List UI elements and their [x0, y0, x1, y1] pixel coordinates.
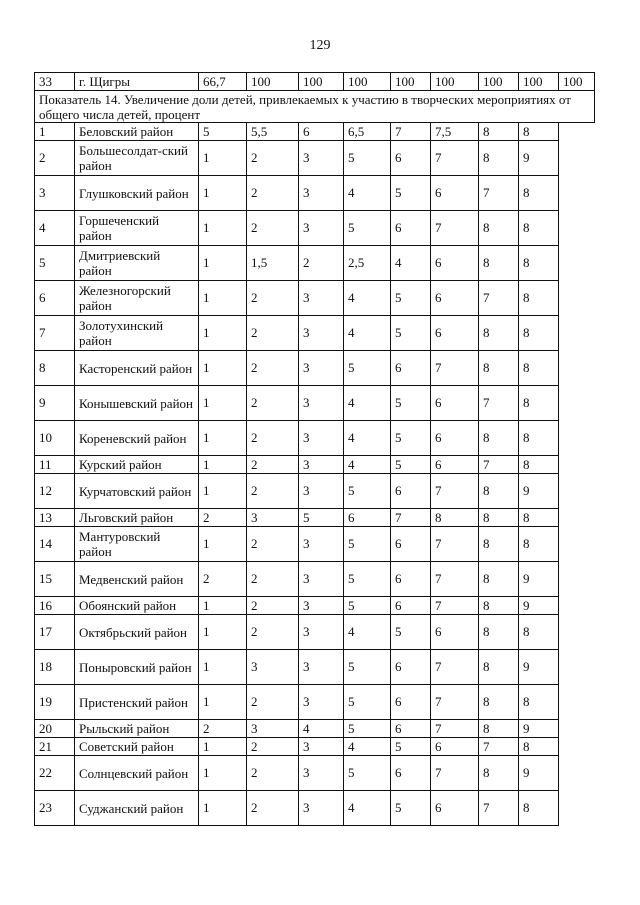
- value-cell: 1: [199, 456, 247, 474]
- value-cell: 4: [344, 615, 391, 650]
- value-cell: 7: [479, 386, 519, 421]
- value-cell: 3: [247, 650, 299, 685]
- district-name-cell: Железногорский район: [75, 281, 199, 316]
- value-cell: 8: [479, 720, 519, 738]
- value-cell: 1: [199, 211, 247, 246]
- value-cell: 6: [391, 756, 431, 791]
- row-number-cell: 20: [35, 720, 75, 738]
- value-cell: 7: [431, 562, 479, 597]
- value-cell: 6: [431, 246, 479, 281]
- value-cell: 5: [344, 527, 391, 562]
- value-cell: 2: [247, 756, 299, 791]
- value-cell: 5: [344, 756, 391, 791]
- empty-cell: [559, 615, 595, 650]
- value-cell: 2: [247, 386, 299, 421]
- value-cell: 100: [247, 73, 299, 91]
- value-cell: 2: [247, 351, 299, 386]
- value-cell: 6: [344, 509, 391, 527]
- value-cell: 8: [479, 211, 519, 246]
- table-row: [35, 650, 595, 685]
- table-row: [35, 456, 595, 474]
- value-cell: 6: [431, 738, 479, 756]
- value-cell: 6: [391, 527, 431, 562]
- empty-cell: [559, 562, 595, 597]
- table-row: [35, 509, 595, 527]
- empty-cell: [559, 421, 595, 456]
- value-cell: 5: [391, 738, 431, 756]
- value-cell: 7: [431, 685, 479, 720]
- value-cell: 6: [391, 474, 431, 509]
- value-cell: 4: [344, 421, 391, 456]
- value-cell: 7: [431, 720, 479, 738]
- empty-cell: [559, 527, 595, 562]
- value-cell: 8: [519, 615, 559, 650]
- row-number-cell: 1: [35, 123, 75, 141]
- empty-cell: [559, 597, 595, 615]
- table-row: [35, 474, 595, 509]
- value-cell: 9: [519, 720, 559, 738]
- district-name-cell: Пристенский район: [75, 685, 199, 720]
- value-cell: 2: [247, 281, 299, 316]
- row-number-cell: 11: [35, 456, 75, 474]
- value-cell: 5: [391, 615, 431, 650]
- empty-cell: [559, 456, 595, 474]
- value-cell: 2: [247, 685, 299, 720]
- page-number: 129: [309, 38, 331, 53]
- value-cell: 8: [479, 351, 519, 386]
- value-cell: 1: [199, 791, 247, 826]
- value-cell: 5: [344, 650, 391, 685]
- row-number-cell: 7: [35, 316, 75, 351]
- row-number-cell: 13: [35, 509, 75, 527]
- value-cell: 6,5: [344, 123, 391, 141]
- value-cell: 4: [344, 386, 391, 421]
- value-cell: 6: [391, 211, 431, 246]
- value-cell: 3: [247, 509, 299, 527]
- value-cell: 3: [299, 316, 344, 351]
- row-number-cell: 15: [35, 562, 75, 597]
- value-cell: 5: [344, 562, 391, 597]
- value-cell: 3: [299, 176, 344, 211]
- value-cell: 8: [479, 756, 519, 791]
- table-row: [35, 211, 595, 246]
- value-cell: 1: [199, 474, 247, 509]
- table-row: [35, 685, 595, 720]
- value-cell: 100: [391, 73, 431, 91]
- value-cell: 5: [391, 176, 431, 211]
- value-cell: 7: [431, 597, 479, 615]
- value-cell: 8: [479, 316, 519, 351]
- district-name-cell: Дмитриевский район: [75, 246, 199, 281]
- value-cell: 2: [247, 527, 299, 562]
- value-cell: 3: [299, 351, 344, 386]
- value-cell: 8: [431, 509, 479, 527]
- value-cell: 6: [431, 456, 479, 474]
- row-number-cell: 5: [35, 246, 75, 281]
- table-row: [35, 73, 595, 91]
- value-cell: 1,5: [247, 246, 299, 281]
- value-cell: 7: [431, 474, 479, 509]
- value-cell: 6: [391, 597, 431, 615]
- value-cell: 8: [519, 421, 559, 456]
- table-row: [35, 756, 595, 791]
- value-cell: 9: [519, 474, 559, 509]
- value-cell: 4: [344, 176, 391, 211]
- value-cell: 7: [431, 351, 479, 386]
- value-cell: 3: [299, 597, 344, 615]
- value-cell: 7: [479, 791, 519, 826]
- value-cell: 4: [344, 456, 391, 474]
- district-name-cell: Курский район: [75, 456, 199, 474]
- row-number-cell: 14: [35, 527, 75, 562]
- value-cell: 7,5: [431, 123, 479, 141]
- table-row: [35, 246, 595, 281]
- table-row: [35, 123, 595, 141]
- value-cell: 1: [199, 141, 247, 176]
- empty-cell: [559, 685, 595, 720]
- value-cell: 6: [391, 141, 431, 176]
- table-row: [35, 351, 595, 386]
- row-number-cell: 17: [35, 615, 75, 650]
- value-cell: 7: [431, 650, 479, 685]
- value-cell: 4: [344, 281, 391, 316]
- district-name-cell: Касторенский район: [75, 351, 199, 386]
- value-cell: 100: [519, 73, 559, 91]
- value-cell: 4: [391, 246, 431, 281]
- value-cell: 8: [519, 527, 559, 562]
- row-number-cell: 18: [35, 650, 75, 685]
- row-number-cell: 6: [35, 281, 75, 316]
- value-cell: 8: [519, 123, 559, 141]
- value-cell: 3: [299, 685, 344, 720]
- value-cell: 3: [299, 650, 344, 685]
- value-cell: 3: [299, 527, 344, 562]
- value-cell: 8: [519, 281, 559, 316]
- row-number-cell: 12: [35, 474, 75, 509]
- district-name-cell: Рыльский район: [75, 720, 199, 738]
- table-row: [35, 527, 595, 562]
- empty-cell: [559, 123, 595, 141]
- empty-cell: [559, 720, 595, 738]
- value-cell: 6: [299, 123, 344, 141]
- value-cell: 100: [344, 73, 391, 91]
- empty-cell: [559, 386, 595, 421]
- value-cell: 9: [519, 141, 559, 176]
- table-row: [35, 738, 595, 756]
- value-cell: 7: [479, 176, 519, 211]
- district-name-cell: Большесолдат-ский район: [75, 141, 199, 176]
- value-cell: 8: [479, 246, 519, 281]
- value-cell: 6: [431, 791, 479, 826]
- row-number-cell: 3: [35, 176, 75, 211]
- row-number-cell: 16: [35, 597, 75, 615]
- row-number-cell: 23: [35, 791, 75, 826]
- indicator-table: [34, 72, 595, 826]
- row-number-cell: 10: [35, 421, 75, 456]
- value-cell: 3: [299, 211, 344, 246]
- value-cell: 8: [519, 246, 559, 281]
- value-cell: 2: [247, 615, 299, 650]
- value-cell: 4: [344, 791, 391, 826]
- value-cell: 5,5: [247, 123, 299, 141]
- table-row: [35, 281, 595, 316]
- value-cell: 1: [199, 650, 247, 685]
- value-cell: 8: [519, 685, 559, 720]
- value-cell: 8: [479, 685, 519, 720]
- district-name-cell: Суджанский район: [75, 791, 199, 826]
- table-row: [35, 720, 595, 738]
- value-cell: 2: [247, 141, 299, 176]
- value-cell: 6: [431, 176, 479, 211]
- value-cell: 3: [299, 281, 344, 316]
- value-cell: 2,5: [344, 246, 391, 281]
- value-cell: 2: [199, 562, 247, 597]
- table-row: [35, 386, 595, 421]
- district-name-cell: Обоянский район: [75, 597, 199, 615]
- empty-cell: [559, 141, 595, 176]
- value-cell: 2: [299, 246, 344, 281]
- empty-cell: [559, 176, 595, 211]
- value-cell: 1: [199, 281, 247, 316]
- value-cell: 1: [199, 685, 247, 720]
- value-cell: 66,7: [199, 73, 247, 91]
- value-cell: 6: [391, 650, 431, 685]
- value-cell: 5: [344, 685, 391, 720]
- district-name-cell: Поныровский район: [75, 650, 199, 685]
- value-cell: 6: [391, 720, 431, 738]
- value-cell: 8: [519, 211, 559, 246]
- value-cell: 3: [299, 562, 344, 597]
- value-cell: 2: [247, 738, 299, 756]
- value-cell: 7: [479, 456, 519, 474]
- empty-cell: [559, 791, 595, 826]
- empty-cell: [559, 738, 595, 756]
- value-cell: 7: [431, 756, 479, 791]
- value-cell: 8: [479, 562, 519, 597]
- value-cell: 4: [299, 720, 344, 738]
- row-number-cell: 21: [35, 738, 75, 756]
- table-row: [35, 562, 595, 597]
- district-name-cell: Конышевский район: [75, 386, 199, 421]
- value-cell: 3: [299, 141, 344, 176]
- value-cell: 3: [299, 756, 344, 791]
- table-row: [35, 421, 595, 456]
- value-cell: 9: [519, 650, 559, 685]
- value-cell: 7: [391, 123, 431, 141]
- value-cell: 8: [519, 509, 559, 527]
- value-cell: 1: [199, 738, 247, 756]
- value-cell: 8: [479, 141, 519, 176]
- value-cell: 8: [479, 509, 519, 527]
- value-cell: 5: [344, 597, 391, 615]
- value-cell: 6: [391, 685, 431, 720]
- value-cell: 5: [199, 123, 247, 141]
- empty-cell: [559, 509, 595, 527]
- value-cell: 1: [199, 527, 247, 562]
- district-name-cell: Горшеченский район: [75, 211, 199, 246]
- empty-cell: [559, 316, 595, 351]
- table-row: [35, 141, 595, 176]
- district-name-cell: Беловский район: [75, 123, 199, 141]
- value-cell: 8: [519, 456, 559, 474]
- value-cell: 8: [519, 386, 559, 421]
- row-number-cell: 9: [35, 386, 75, 421]
- value-cell: 1: [199, 386, 247, 421]
- empty-cell: [559, 351, 595, 386]
- row-number-cell: 19: [35, 685, 75, 720]
- empty-cell: [559, 281, 595, 316]
- district-name-cell: Мантуровский район: [75, 527, 199, 562]
- value-cell: 8: [479, 123, 519, 141]
- value-cell: 3: [247, 720, 299, 738]
- indicator-heading: Показатель 14. Увеличение доли детей, привлекаемых к участию в творческих мероприятиях от общего числа детей, процент: [35, 91, 595, 123]
- district-name-cell: Льговский район: [75, 509, 199, 527]
- value-cell: 100: [479, 73, 519, 91]
- value-cell: 2: [247, 421, 299, 456]
- value-cell: 5: [344, 474, 391, 509]
- value-cell: 6: [391, 351, 431, 386]
- table-row: [35, 597, 595, 615]
- value-cell: 2: [199, 720, 247, 738]
- district-name-cell: Курчатовский район: [75, 474, 199, 509]
- value-cell: 7: [431, 211, 479, 246]
- value-cell: 3: [299, 456, 344, 474]
- value-cell: 1: [199, 246, 247, 281]
- value-cell: 8: [479, 527, 519, 562]
- value-cell: 7: [479, 738, 519, 756]
- value-cell: 2: [247, 316, 299, 351]
- value-cell: 1: [199, 421, 247, 456]
- value-cell: 2: [247, 474, 299, 509]
- value-cell: 8: [519, 351, 559, 386]
- value-cell: 6: [431, 316, 479, 351]
- empty-cell: [559, 246, 595, 281]
- empty-cell: [559, 650, 595, 685]
- value-cell: 2: [247, 562, 299, 597]
- value-cell: 2: [247, 597, 299, 615]
- empty-cell: [559, 756, 595, 791]
- value-cell: 1: [199, 176, 247, 211]
- value-cell: 2: [247, 791, 299, 826]
- value-cell: 3: [299, 791, 344, 826]
- district-name-cell: Медвенский район: [75, 562, 199, 597]
- table-row: [35, 176, 595, 211]
- table-row: [35, 615, 595, 650]
- value-cell: 8: [479, 474, 519, 509]
- value-cell: 1: [199, 597, 247, 615]
- value-cell: 2: [199, 509, 247, 527]
- value-cell: 1: [199, 351, 247, 386]
- district-name-cell: Кореневский район: [75, 421, 199, 456]
- row-number-cell: 8: [35, 351, 75, 386]
- district-name-cell: г. Щигры: [75, 73, 199, 91]
- value-cell: 2: [247, 456, 299, 474]
- empty-cell: [559, 211, 595, 246]
- value-cell: 1: [199, 756, 247, 791]
- district-name-cell: Солнцевский район: [75, 756, 199, 791]
- value-cell: 5: [344, 720, 391, 738]
- row-number-cell: 22: [35, 756, 75, 791]
- value-cell: 1: [199, 615, 247, 650]
- value-cell: 2: [247, 211, 299, 246]
- value-cell: 5: [344, 211, 391, 246]
- value-cell: 6: [391, 562, 431, 597]
- value-cell: 8: [479, 650, 519, 685]
- indicator-heading-row: [35, 91, 595, 123]
- value-cell: 100: [559, 73, 595, 91]
- value-cell: 8: [479, 615, 519, 650]
- district-name-cell: Глушковский район: [75, 176, 199, 211]
- value-cell: 5: [391, 421, 431, 456]
- value-cell: 7: [431, 527, 479, 562]
- value-cell: 3: [299, 615, 344, 650]
- value-cell: 5: [344, 141, 391, 176]
- row-number-cell: 4: [35, 211, 75, 246]
- value-cell: 8: [519, 316, 559, 351]
- table-row: [35, 791, 595, 826]
- value-cell: 1: [199, 316, 247, 351]
- district-name-cell: Золотухинский район: [75, 316, 199, 351]
- value-cell: 5: [391, 386, 431, 421]
- empty-cell: [559, 474, 595, 509]
- value-cell: 4: [344, 316, 391, 351]
- value-cell: 6: [431, 421, 479, 456]
- value-cell: 5: [391, 791, 431, 826]
- value-cell: 7: [431, 141, 479, 176]
- value-cell: 100: [299, 73, 344, 91]
- value-cell: 3: [299, 738, 344, 756]
- row-number-cell: 33: [35, 73, 75, 91]
- value-cell: 100: [431, 73, 479, 91]
- value-cell: 5: [391, 281, 431, 316]
- value-cell: 3: [299, 421, 344, 456]
- district-name-cell: Октябрьский район: [75, 615, 199, 650]
- value-cell: 5: [299, 509, 344, 527]
- value-cell: 2: [247, 176, 299, 211]
- value-cell: 3: [299, 474, 344, 509]
- value-cell: 6: [431, 615, 479, 650]
- value-cell: 7: [479, 281, 519, 316]
- district-name-cell: Советский район: [75, 738, 199, 756]
- value-cell: 6: [431, 281, 479, 316]
- value-cell: 7: [391, 509, 431, 527]
- value-cell: 9: [519, 756, 559, 791]
- value-cell: 9: [519, 597, 559, 615]
- value-cell: 4: [344, 738, 391, 756]
- value-cell: 3: [299, 386, 344, 421]
- value-cell: 8: [479, 421, 519, 456]
- value-cell: 9: [519, 562, 559, 597]
- value-cell: 8: [519, 738, 559, 756]
- value-cell: 8: [479, 597, 519, 615]
- value-cell: 5: [391, 456, 431, 474]
- value-cell: 6: [431, 386, 479, 421]
- value-cell: 8: [519, 176, 559, 211]
- value-cell: 5: [391, 316, 431, 351]
- row-number-cell: 2: [35, 141, 75, 176]
- value-cell: 5: [344, 351, 391, 386]
- table-row: [35, 316, 595, 351]
- value-cell: 8: [519, 791, 559, 826]
